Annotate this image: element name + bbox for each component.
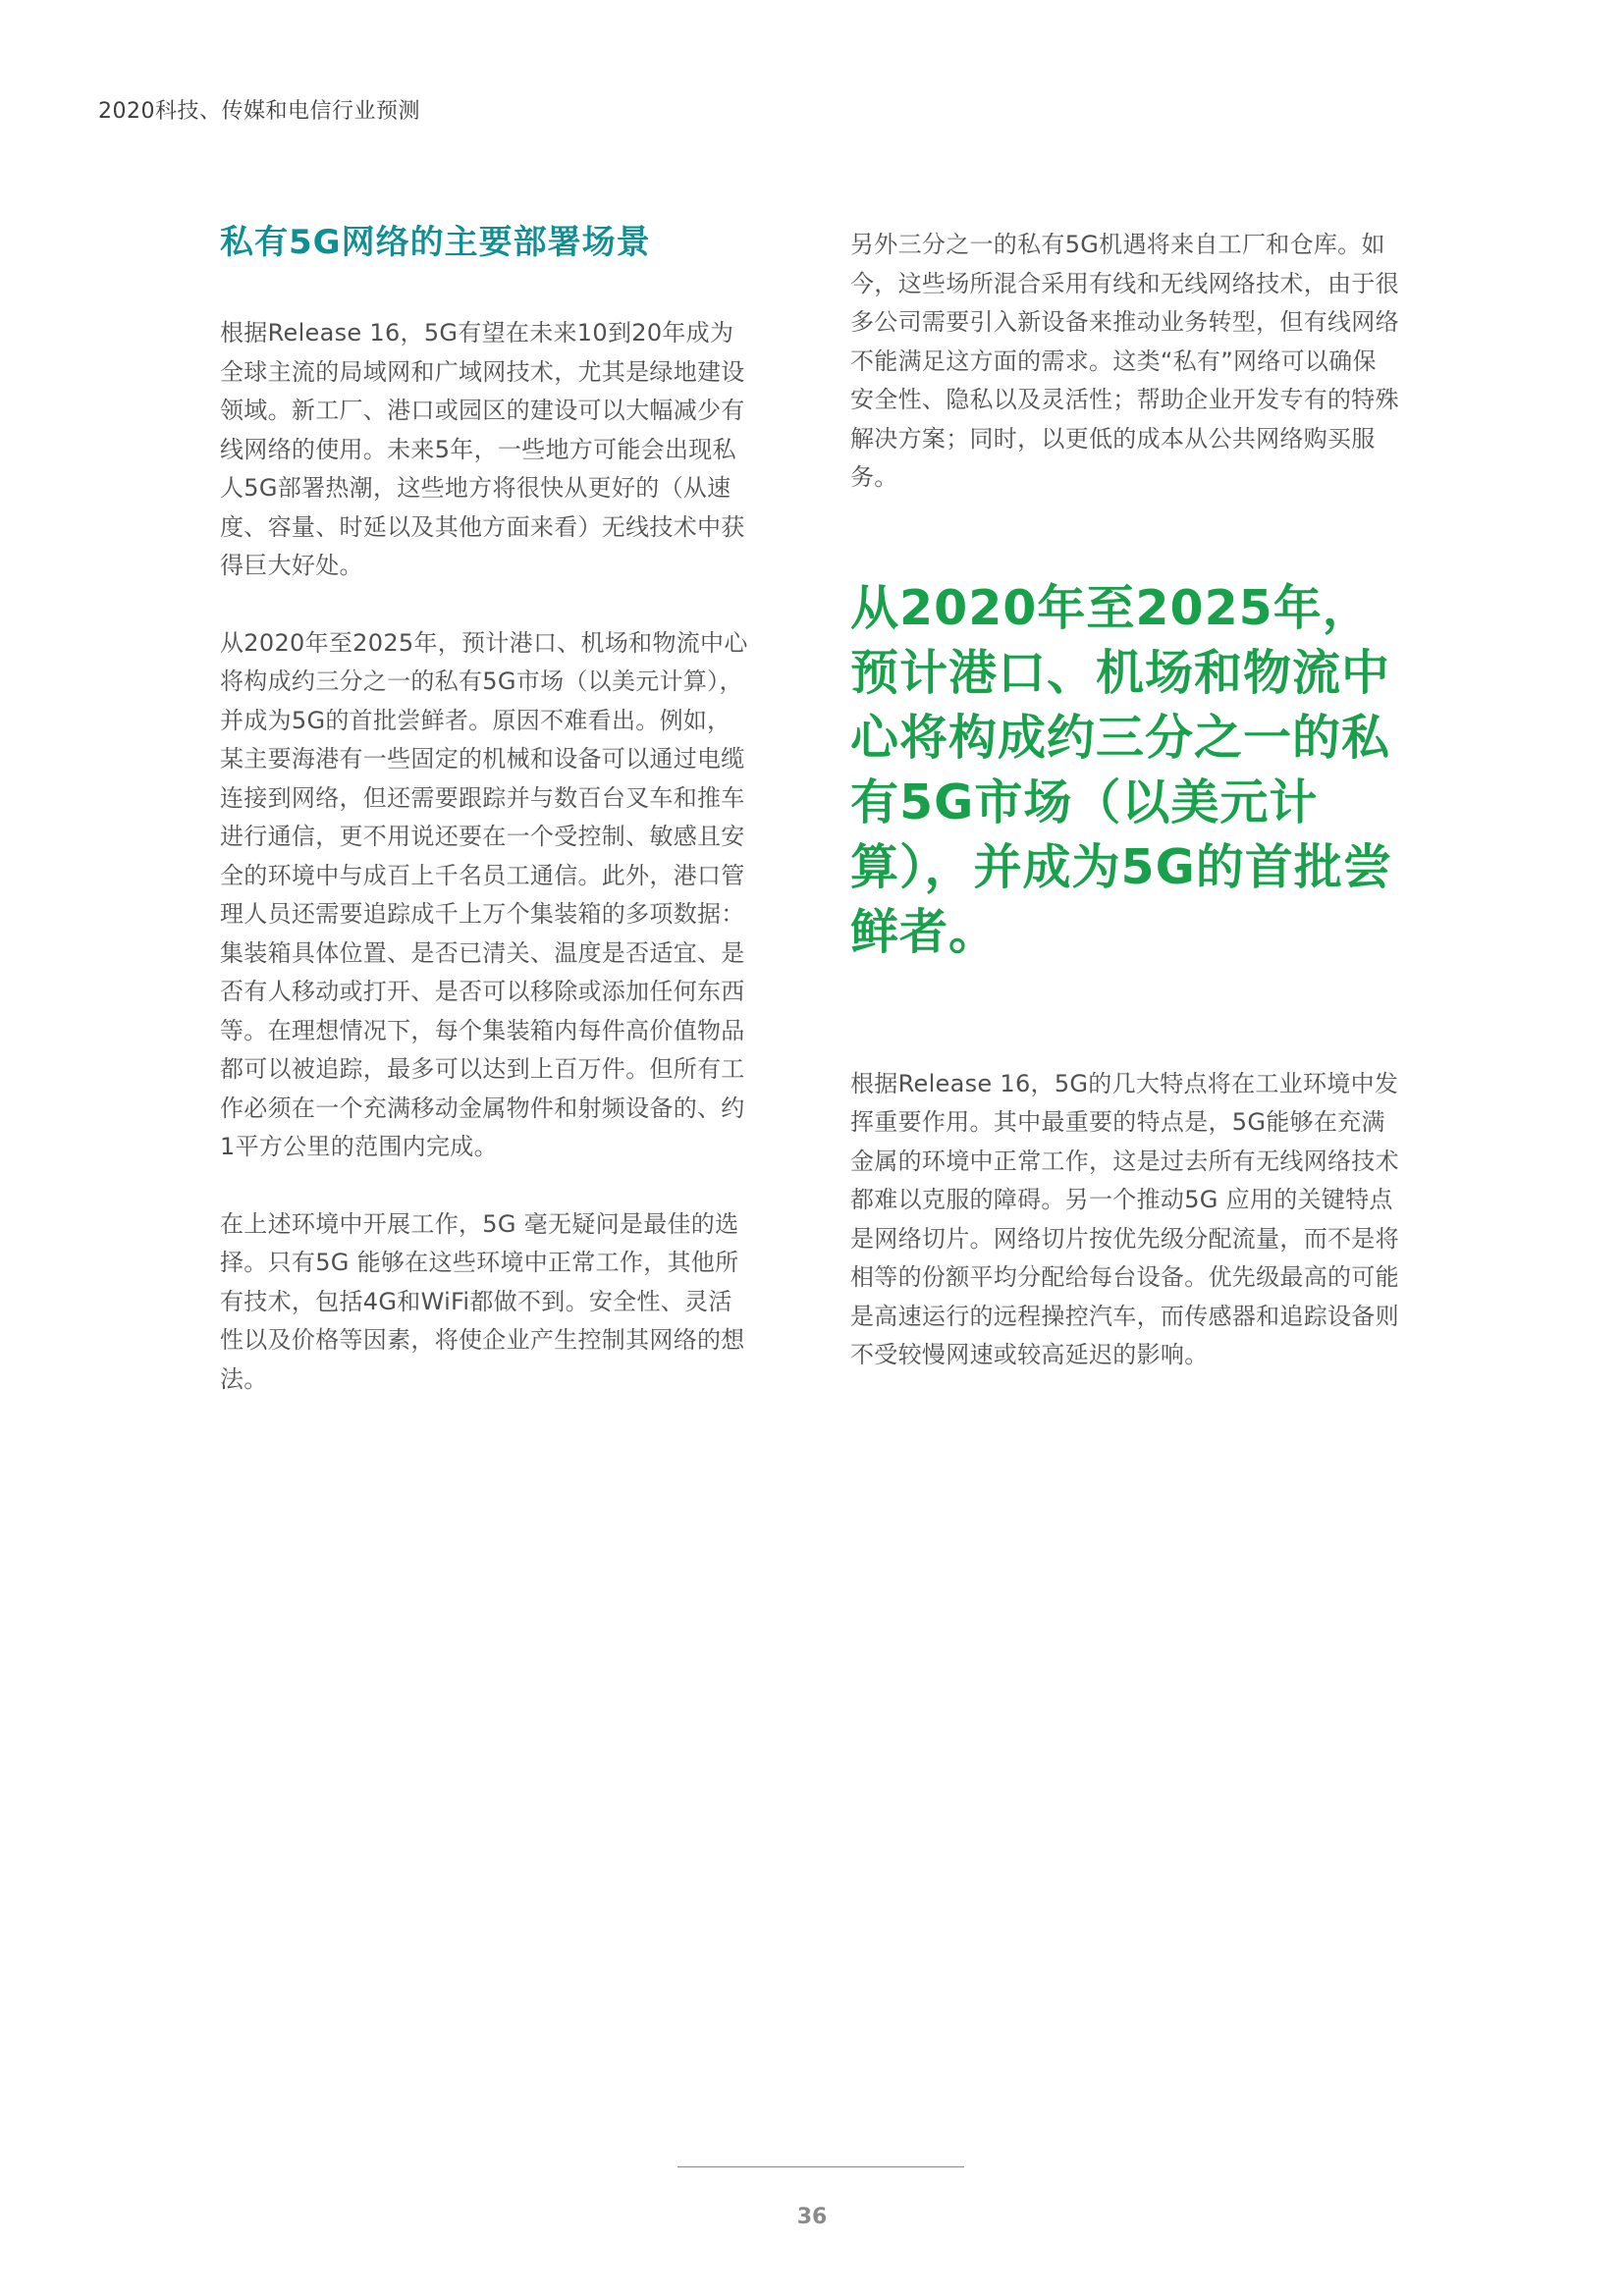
right-column [850,226,1400,1414]
page-number: 36 [796,2205,828,2229]
body-paragraph: 在上述环境中开展工作，5G 毫无疑问是最佳的选择。只有5G 能够在这些环境中正常工作，其他所有技术，包括4G和WiFi都做不到。安全性、灵活性以及价格等因素，将使企业产生控制其网络的想法。 [220,1209,745,1393]
running-header: 2020科技、传媒和电信行业预测 [98,99,420,124]
body-paragraph: 根据Release 16，5G的几大特点将在工业环境中发挥重要作用。其中最重要的特点是，5G能够在充满金属的环境中正常工作，这是过去所有无线网络技术都难以克服的障碍。另一个推动5G 应用的关键特点是网络切片。网络切片按优先级分配流量，而不是将相等的份额平均分配给每台设备。优先级最高的可能是高速运行的远程操控汽车，而传感器和追踪设备则不受较慢网速或较高延迟的影响。 [850,1069,1399,1368]
footer-divider [677,2166,964,2167]
left-column [220,220,750,1437]
body-paragraph: 另外三分之一的私有5G机遇将来自工厂和仓库。如今，这些场所混合采用有线和无线网络技术，由于很多公司需要引入新设备来推动业务转型，但有线网络不能满足这方面的需求。这类“私有”网络可以确保安全性、隐私以及灵活性；帮助企业开发专有的特殊解决方案；同时，以更低的成本从公共网络购买服务。 [850,231,1399,491]
pull-quote: 从2020年至2025年，预计港口、机场和物流中心将构成约三分之一的私有5G市场（以美元计算），并成为5G的首批尝鲜者。 [850,579,1392,960]
body-paragraph: 从2020年至2025年，预计港口、机场和物流中心将构成约三分之一的私有5G市场（以美元计算），并成为5G的首批尝鲜者。原因不难看出。例如，某主要海港有一些固定的机械和设备可以通过电缆连接到网络，但还需要跟踪并与数百台叉车和推车进行通信，更不用说还要在一个受控制、敏感且安全的环境中与成百上千名员工通信。此外，港口管理人员还需要追踪成千上万个集装箱的多项数据：集装箱具体位置、是否已清关、温度是否适宜、是否有人移动或打开、是否可以移除或添加任何东西等。在理想情况下，每个集装箱内每件高价值物品都可以被追踪，最多可以达到上百万件。但所有工作必须在一个充满移动金属物件和射频设备的、约1平方公里的范围内完成。 [220,628,748,1160]
section-heading: 私有5G网络的主要部署场景 [220,223,651,262]
body-paragraph: 根据Release 16，5G有望在未来10到20年成为全球主流的局域网和广域网技术，尤其是绿地建设领域。新工厂、港口或园区的建设可以大幅减少有线网络的使用。未来5年，一些地方可能会出现私人5G部署热潮，这些地方将很快从更好的（从速度、容量、时延以及其他方面来看）无线技术中获得巨大好处。 [220,319,745,579]
